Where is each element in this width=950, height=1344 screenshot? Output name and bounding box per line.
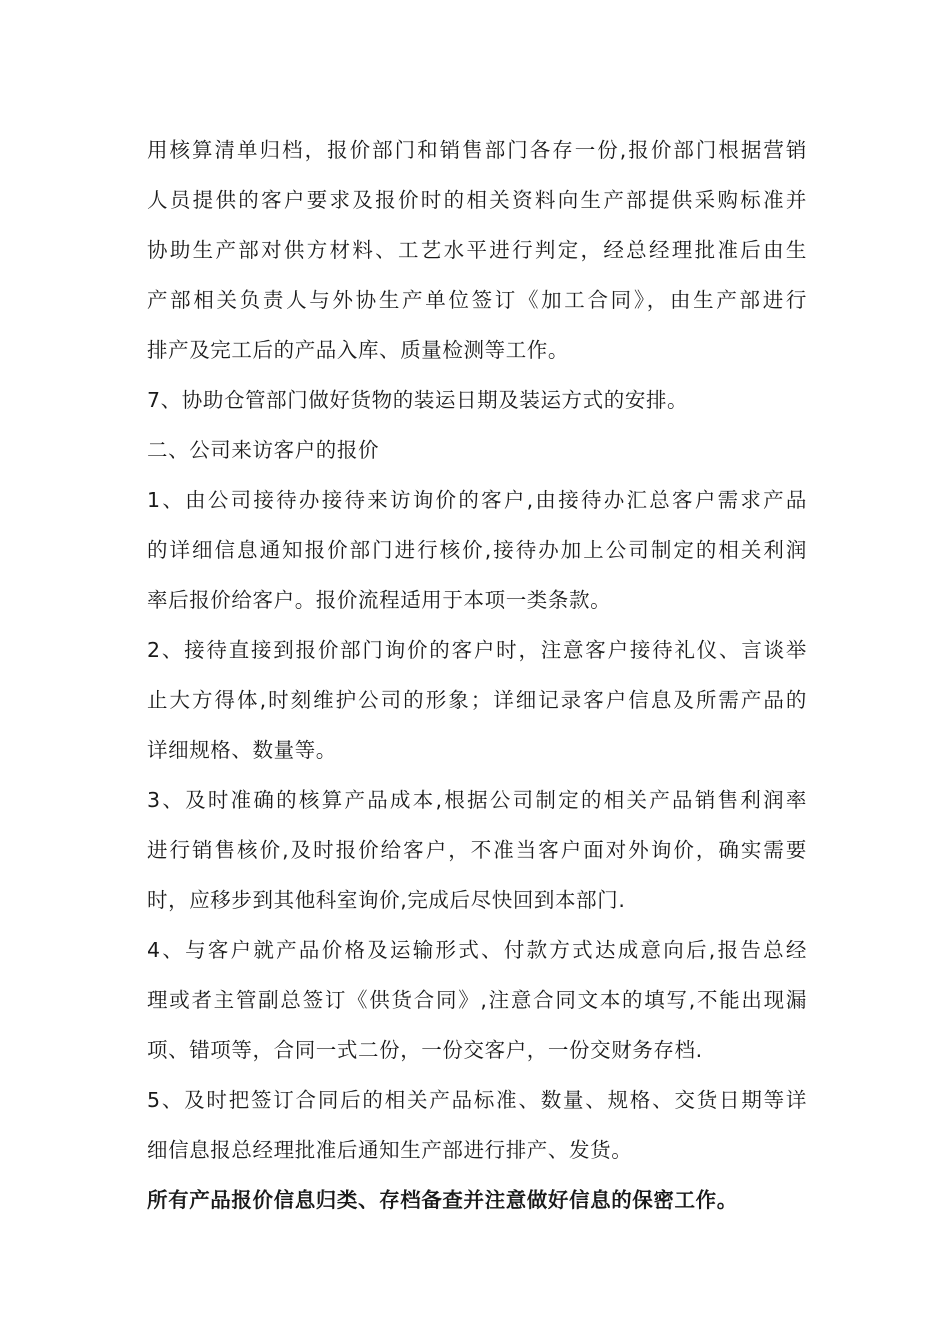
paragraph-line: 产部相关负责人与外协生产单位签订《加工合同》，由生产部进行 bbox=[147, 288, 807, 312]
paragraph-line: 排产及完工后的产品入库、质量检测等工作。 bbox=[147, 338, 569, 362]
paragraph-line: 人员提供的客户要求及报价时的相关资料向生产部提供采购标准并 bbox=[147, 188, 807, 212]
document-body bbox=[147, 125, 807, 1225]
paragraph-line: 项、错项等，合同一式二份，一份交客户，一份交财务存档. bbox=[147, 1038, 703, 1062]
paragraph-line: 细信息报总经理批准后通知生产部进行排产、发货。 bbox=[147, 1138, 633, 1162]
list-item-3: 3、及时准确的核算产品成本,根据公司制定的相关产品销售利润率 bbox=[147, 788, 807, 812]
paragraph-line: 进行销售核价,及时报价给客户，不准当客户面对外询价，确实需要 bbox=[147, 838, 807, 862]
paragraph-line: 理或者主管副总签订《供货合同》,注意合同文本的填写,不能出现漏 bbox=[147, 988, 807, 1012]
list-item-2: 2、接待直接到报价部门询价的客户时，注意客户接待礼仪、言谈举 bbox=[147, 638, 807, 662]
list-item-4: 4、与客户就产品价格及运输形式、付款方式达成意向后,报告总经 bbox=[147, 938, 807, 962]
paragraph-line: 率后报价给客户。报价流程适用于本项一类条款。 bbox=[147, 588, 612, 612]
list-item-7: 7、协助仓管部门做好货物的装运日期及装运方式的安排。 bbox=[147, 388, 689, 412]
paragraph-line: 协助生产部对供方材料、工艺水平进行判定，经总经理批准后由生 bbox=[147, 238, 807, 262]
list-item-5: 5、及时把签订合同后的相关产品标准、数量、规格、交货日期等详 bbox=[147, 1088, 807, 1112]
paragraph-line: 的详细信息通知报价部门进行核价,接待办加上公司制定的相关利润 bbox=[147, 538, 807, 562]
closing-statement: 所有产品报价信息归类、存档备查并注意做好信息的保密工作。 bbox=[147, 1188, 738, 1212]
paragraph-line: 详细规格、数量等。 bbox=[147, 738, 337, 762]
paragraph-line: 时，应移步到其他科室询价,完成后尽快回到本部门. bbox=[147, 888, 626, 912]
paragraph-line: 用核算清单归档，报价部门和销售部门各存一份,报价部门根据营销 bbox=[147, 138, 807, 162]
list-item-1: 1、由公司接待办接待来访询价的客户,由接待办汇总客户需求产品 bbox=[147, 488, 807, 512]
section-heading: 二、公司来访客户的报价 bbox=[147, 438, 380, 462]
paragraph-line: 止大方得体,时刻维护公司的形象；详细记录客户信息及所需产品的 bbox=[147, 688, 807, 712]
